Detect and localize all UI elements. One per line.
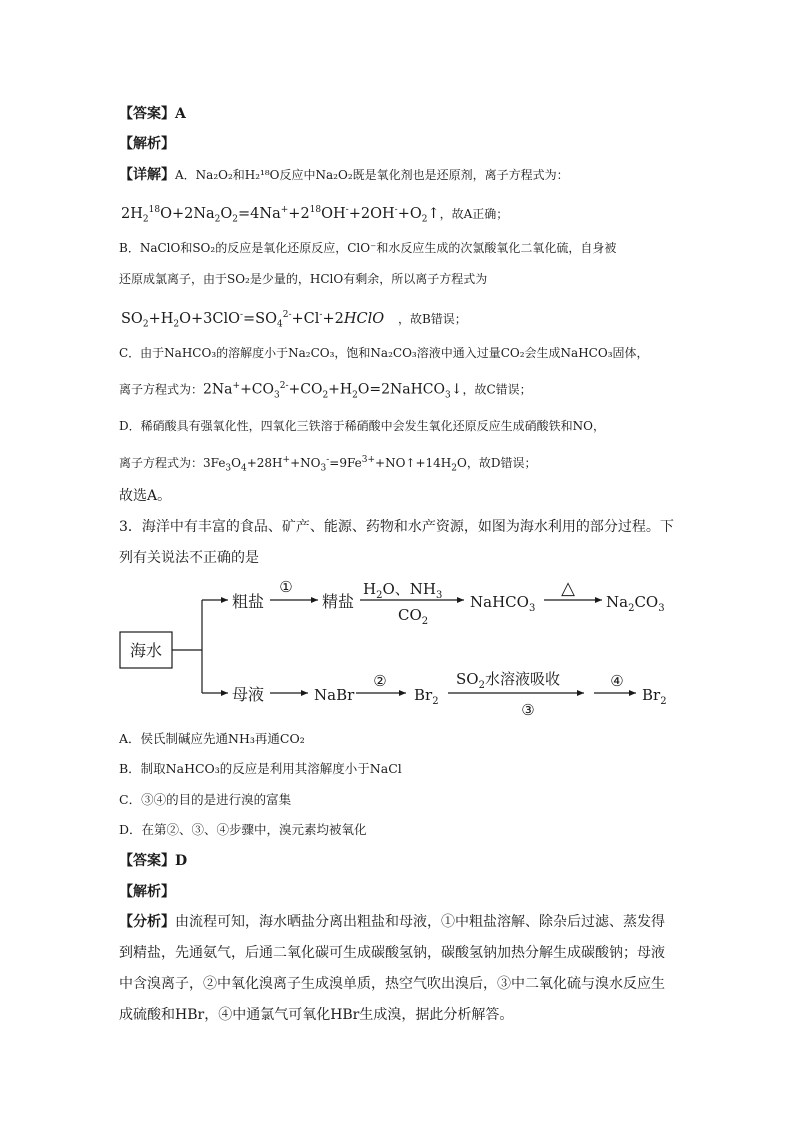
- option-c-equation: 离子方程式为：$2Na^++CO_3^{2-}+CO_2+H_2O=2NaHCO_3↓$，故C错误；: [119, 381, 532, 401]
- reagent-so2-solution: $SO_2$水溶液吸收: [456, 670, 560, 691]
- analysis-text: 由流程可知，海水晒盐分离出粗盐和母液，①中粗盐溶解、除杂后过滤、蒸发得到精盐，先通氨气，后通二氧化碳可生成碳酸氢钠，碳酸氢钠加热分解生成碳酸钠；母液中含溴离子，②中氧化溴离子生成溴单质，热空气吹出溴后，③中二氧化硫与溴水反应生成硫酸和HBr，④中通氯气可氧化HBr生成溴，据此分析解答。: [119, 914, 665, 1023]
- option-a-explanation: [119, 165, 569, 185]
- option-b: B．制取NaHCO₃的反应是利用其溶解度小于NaCl: [119, 761, 402, 776]
- step3-label: ③: [521, 701, 535, 719]
- option-b-suffix: ，故B错误；: [397, 311, 467, 326]
- analysis-label-q3: 【解析】: [119, 884, 175, 900]
- answer-label: 【答案】A: [119, 106, 186, 122]
- option-a-suffix: ，故A正确；: [439, 206, 509, 221]
- step1-label: ①: [279, 580, 293, 596]
- option-d-suffix: ，故D错误；: [466, 456, 537, 470]
- step4-label: ④: [610, 672, 624, 690]
- br2-final-label: $Br_2$: [642, 686, 667, 707]
- option-d: D．在第②、③、④步骤中，溴元素均被氧化: [119, 822, 367, 837]
- option-a: A．侯氏制碱应先通NH₃再通CO₂: [119, 731, 305, 746]
- reagent-co2: $CO_2$: [398, 606, 429, 627]
- option-c-prefix: 离子方程式为：: [119, 382, 204, 397]
- na2co3-label: $Na_2CO_3$: [606, 593, 665, 614]
- option-d-prefix: 离子方程式为：: [119, 456, 204, 470]
- seawater-process-diagram: [118, 580, 678, 720]
- crude-salt-label: 粗盐: [232, 592, 265, 611]
- analysis-label: 【解析】: [119, 136, 175, 152]
- option-d-text1: D．稀硝酸具有强氧化性，四氧化三铁溶于稀硝酸中会发生氧化还原反应生成硝酸铁和NO，: [119, 419, 605, 433]
- question-3-stem-line1: 3．海洋中有丰富的食品、矿产、能源、药物和水产资源，如图为海水利用的部分过程。下: [119, 519, 674, 535]
- answer-label-q3: 【答案】D: [119, 853, 188, 869]
- nahco3-label: NaHCO$_3$: [470, 593, 536, 614]
- nabr-label: NaBr: [314, 686, 355, 704]
- option-c: C．③④的目的是进行溴的富集: [119, 792, 292, 807]
- analysis-tag: 【分析】: [119, 914, 175, 930]
- mother-liquor-label: 母液: [232, 685, 265, 704]
- br2-label: $Br_2$: [414, 686, 439, 707]
- heat-icon: △: [561, 580, 575, 599]
- conclusion: 故选A。: [119, 488, 172, 504]
- refined-salt-label: 精盐: [322, 592, 355, 611]
- option-c-text1: C．由于NaHCO₃的溶解度小于Na₂CO₃，饱和Na₂CO₃溶液中通入过量CO₂会生成NaHCO₃固体，: [119, 346, 649, 360]
- question-3-stem-line2: 列有关说法不正确的是: [119, 550, 259, 566]
- analysis-paragraph: [119, 907, 674, 1031]
- seawater-label: 海水: [129, 641, 163, 660]
- option-d-equation: 离子方程式为：$3Fe_3O_4+28H^++NO_3^-=9Fe^{3+}+NO↑+14H_2O$，故D错误；: [119, 455, 537, 474]
- step2-label: ②: [373, 672, 387, 690]
- option-b-text1: B．NaClO和SO₂的反应是氧化还原反应，ClO⁻和水反应生成的次氯酸氧化二氧化硫，自身被: [119, 241, 617, 255]
- option-c-suffix: ，故C错误；: [462, 382, 532, 397]
- option-a-text: A．Na₂O₂和H₂¹⁸O反应中Na₂O₂既是氧化剂也是还原剂，离子方程式为：: [175, 168, 569, 182]
- detail-tag: 【详解】: [119, 167, 175, 183]
- option-a-equation: $2H_2^{18}O+2Na_2O_2=4Na^++2^{18}OH^-+2OH^-+O_2↑$，故A正确；: [121, 205, 509, 225]
- reagent-h2o-nh3: $H_2O$、$NH_3$: [363, 580, 443, 601]
- option-b-equation: $SO_2+H_2O+3ClO^-=SO_4^{2-}+Cl^-+2HClO$ ，故B错误；: [121, 310, 467, 330]
- option-b-text2: 还原成氯离子，由于SO₂是少量的，HClO有剩余，所以离子方程式为: [119, 272, 488, 286]
